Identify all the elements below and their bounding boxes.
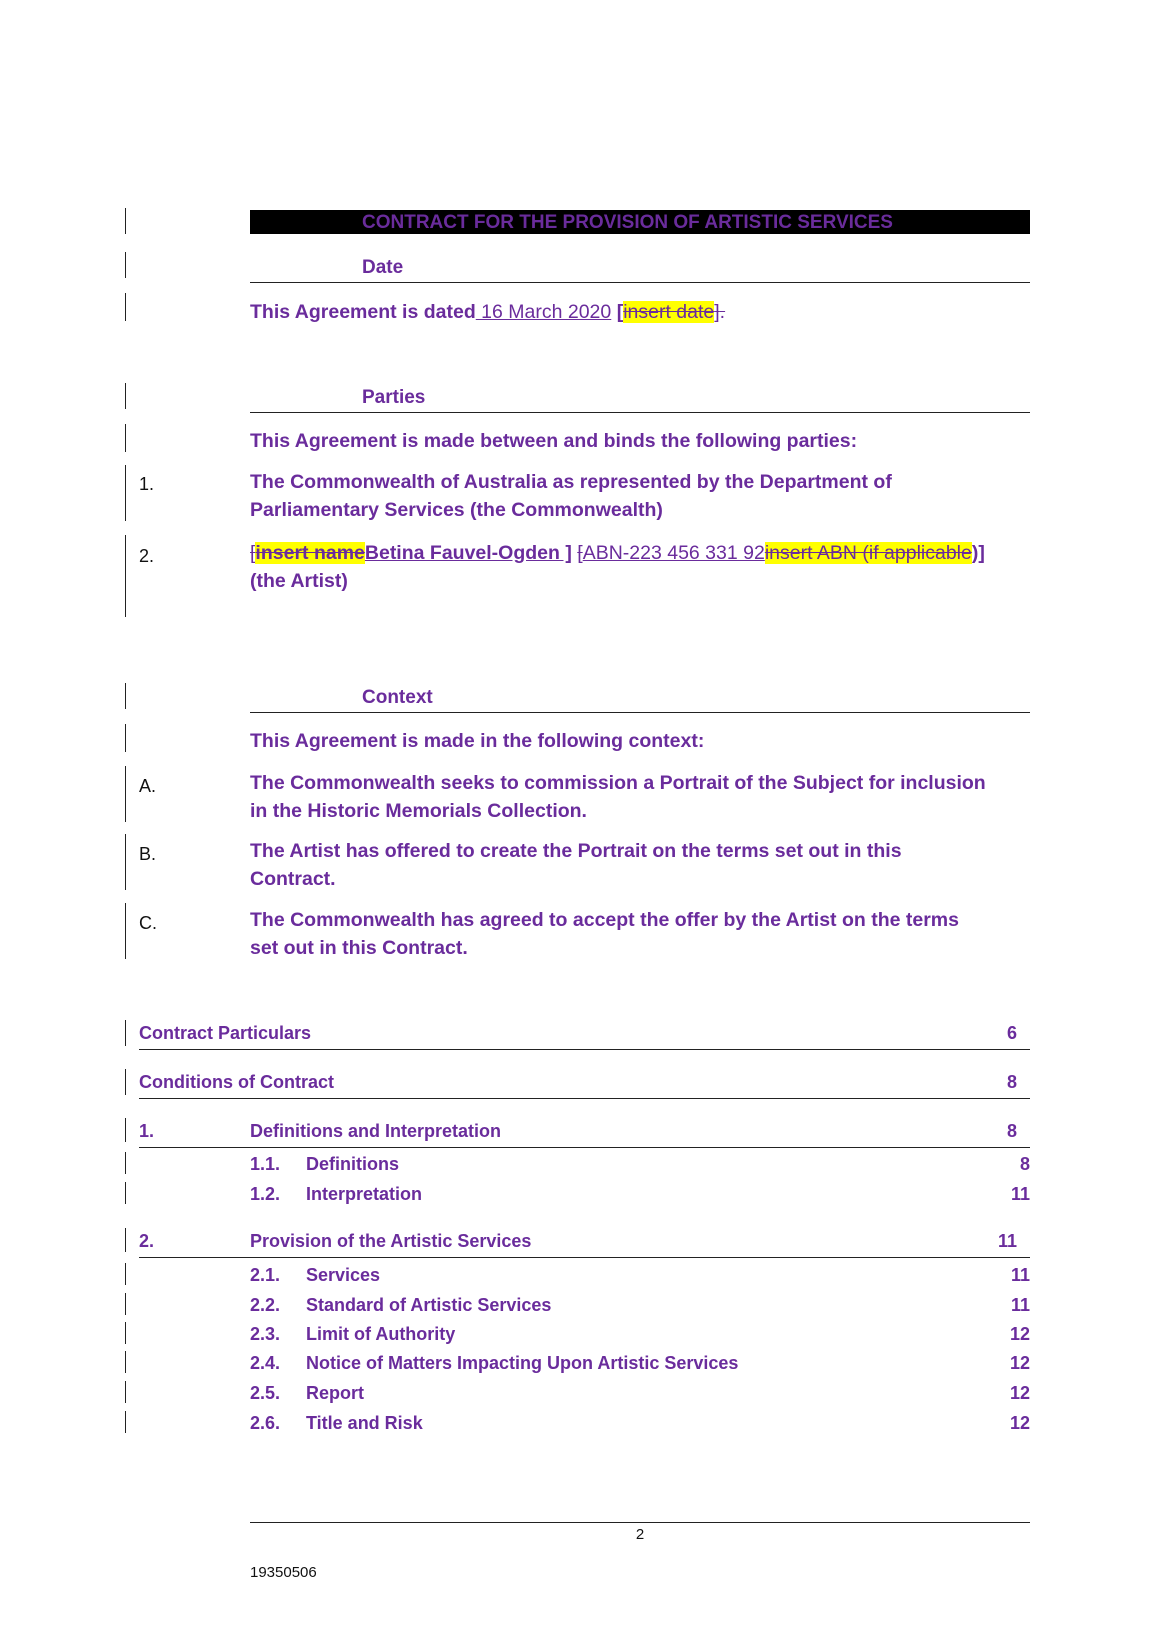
context-c-number: C. [139, 913, 157, 933]
change-bar [125, 834, 126, 890]
deleted-bracket: [ [577, 542, 583, 564]
document-title: CONTRACT FOR THE PROVISION OF ARTISTIC SERVICES [362, 212, 893, 233]
context-b-number: B. [139, 844, 157, 864]
change-bar [125, 424, 126, 452]
context-c-text: The Commonwealth has agreed to accept the offer by the Artist on the terms set out in this Contract. [250, 909, 959, 959]
context-heading: Context [362, 687, 433, 708]
toc-page: 6 [1006, 1023, 1017, 1043]
deleted-date-placeholder: insert date [623, 301, 715, 323]
toc-label: Interpretation [306, 1184, 423, 1204]
toc-number: 2.1. [250, 1265, 281, 1285]
change-bar [125, 1182, 126, 1204]
toc-page: 12 [1009, 1324, 1030, 1344]
toc-number: 2.2. [250, 1295, 281, 1315]
date-lead: This Agreement is dated [250, 301, 476, 323]
toc-contract-particulars[interactable] [139, 1023, 1030, 1050]
context-intro: This Agreement is made in the following context: [250, 730, 705, 752]
deleted-abn-placeholder: insert ABN (if applicable [764, 542, 972, 564]
change-bar [125, 535, 126, 617]
date-paragraph [250, 298, 990, 326]
change-bar [125, 1228, 126, 1252]
inserted-artist-name: Betina Fauvel-Ogden ] [364, 542, 572, 564]
toc-page: 8 [1006, 1072, 1017, 1092]
toc-number: 2.4. [250, 1353, 281, 1373]
change-bar [125, 1293, 126, 1315]
toc-page: 12 [1009, 1413, 1030, 1433]
context-a-text: The Commonwealth seeks to commission a Portrait of the Subject for inclusion in the Historic Memorials Collection. [250, 772, 986, 822]
toc-label: Conditions of Contract [139, 1072, 334, 1092]
change-bar [125, 1351, 126, 1373]
toc-page: 12 [1009, 1383, 1030, 1403]
inserted-date: 16 March 2020 [475, 301, 612, 323]
change-bar [125, 903, 126, 959]
change-bar [125, 1118, 126, 1142]
inserted-abn: ABN-223 456 331 92 [582, 542, 765, 564]
toc-page: 11 [1010, 1295, 1030, 1315]
change-bar [125, 683, 126, 709]
change-bar [125, 293, 126, 321]
toc-label: Limit of Authority [306, 1324, 456, 1344]
toc-label: Title and Risk [306, 1413, 423, 1433]
deleted-name-placeholder: insert name [255, 542, 365, 564]
toc-number: 2.5. [250, 1383, 281, 1403]
toc-number: 1. [139, 1121, 155, 1141]
context-rule [250, 712, 1030, 713]
toc-page: 11 [1010, 1265, 1030, 1285]
document-id: 19350506 [250, 1564, 317, 1581]
toc-label: Provision of the Artistic Services [250, 1231, 532, 1251]
change-bar [125, 766, 126, 822]
date-bracket-open: [ [616, 301, 624, 323]
toc-page: 8 [1019, 1154, 1030, 1174]
toc-label: Definitions [306, 1154, 399, 1174]
change-bar [125, 1069, 126, 1095]
change-bar [125, 724, 126, 752]
party-2-role: (the Artist) [250, 570, 348, 592]
toc-page: 11 [1010, 1184, 1030, 1204]
context-b-text: The Artist has offered to create the Portrait on the terms set out in this Contract. [250, 840, 902, 890]
change-bar [125, 1152, 126, 1174]
change-bar [125, 1411, 126, 1433]
context-a-number: A. [139, 776, 157, 796]
footer-rule [250, 1522, 1030, 1523]
toc-label: Definitions and Interpretation [250, 1121, 502, 1141]
change-bar [125, 1381, 126, 1403]
toc-conditions-of-contract[interactable] [139, 1072, 1030, 1099]
toc-page: 8 [1006, 1121, 1017, 1141]
party-2-bracket-open: [ [250, 542, 256, 564]
change-bar [125, 383, 126, 409]
toc-label: Standard of Artistic Services [306, 1295, 552, 1315]
change-bar [125, 252, 126, 278]
parties-intro: This Agreement is made between and binds the following parties: [250, 430, 858, 452]
toc-label: Report [306, 1383, 364, 1403]
date-rule [250, 282, 1030, 283]
party-1-text: The Commonwealth of Australia as represented by the Department of Parliamentary Services (the Commonwealth) [250, 471, 892, 521]
change-bar [125, 208, 126, 234]
toc-page: 11 [997, 1231, 1017, 1251]
change-bar [125, 1322, 126, 1344]
deleted-period: . [719, 301, 726, 323]
page-number: 2 [635, 1526, 645, 1543]
toc-number: 2. [139, 1231, 155, 1251]
toc-number: 1.2. [250, 1184, 281, 1204]
toc-label: Contract Particulars [139, 1023, 312, 1043]
change-bar [125, 1020, 126, 1046]
party-2-number: 2. [139, 546, 155, 566]
date-heading: Date [362, 257, 404, 278]
toc-label: Services [306, 1265, 381, 1285]
parties-heading: Parties [362, 387, 426, 408]
change-bar [125, 465, 126, 521]
toc-page: 12 [1009, 1353, 1030, 1373]
party-2-close: )] [971, 542, 985, 564]
toc-number: 2.6. [250, 1413, 281, 1433]
date-bracket-close: ] [714, 301, 720, 323]
toc-number: 1.1. [250, 1154, 281, 1174]
toc-number: 2.3. [250, 1324, 281, 1344]
parties-rule [250, 412, 1030, 413]
toc-section-1[interactable] [139, 1121, 1030, 1148]
party-2-text [250, 539, 990, 595]
toc-label: Notice of Matters Impacting Upon Artistic Services [306, 1353, 739, 1373]
party-1-number: 1. [139, 474, 155, 494]
change-bar [125, 1263, 126, 1285]
toc-section-2[interactable] [139, 1231, 1030, 1258]
